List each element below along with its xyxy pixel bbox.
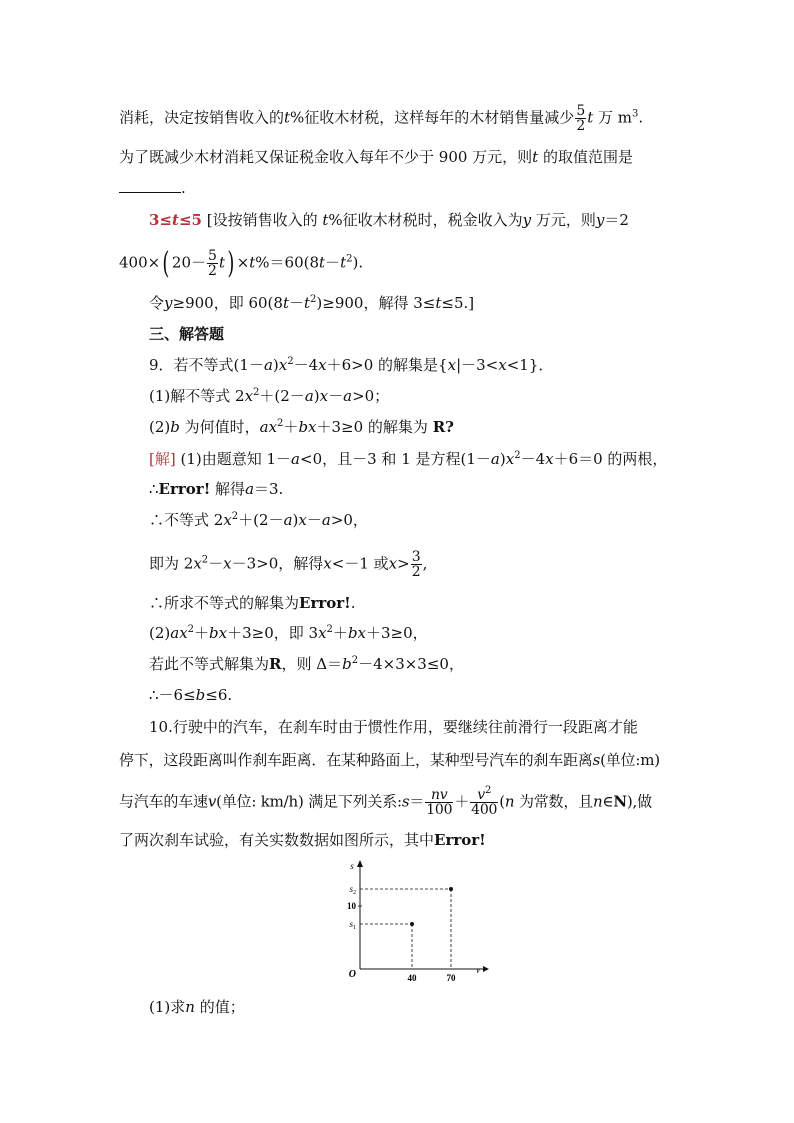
section-heading: 三、解答题 xyxy=(149,325,225,343)
solution-line-2: ∴Error! 解得a＝3. xyxy=(149,480,284,498)
question-10-part-1: (1)求n 的值； xyxy=(149,998,245,1016)
problem-text-line-2: 为了既减少木材消耗又保证税金收入每年不少于 900 万元，则t 的取值范围是 xyxy=(119,148,633,166)
solution-line-3: ∴不等式 $2x^2+(2-a)x-a>0$， xyxy=(149,511,368,529)
fraction-v2-400: $\frac{v^2}{400}$ xyxy=(471,785,498,818)
tax-formula-line: 400×( 20－ $\frac{5}{2}$ $t) \times t\%=60(8t-t^2)$. xyxy=(119,245,364,281)
answer-blank: . xyxy=(119,176,186,199)
data-point-s2 xyxy=(449,887,453,891)
y-tick-label-10: 10 xyxy=(347,901,356,911)
question-9-part-1: (1)解不等式 $2x^2+(2-a)x-a>0$； xyxy=(149,387,390,405)
solution-line-7: 若此不等式解集为R，则 $\Delta=b^2-4\times 3\times 3\le 0$， xyxy=(149,655,464,673)
y-tick-label-s1: $s_1$ xyxy=(349,919,356,931)
question-10-line-1: 10.行驶中的汽车，在刹车时由于惯性作用，要继续往前滑行一段距离才能 xyxy=(149,718,638,736)
question-10-line-3: 与汽车的车速v(单位: km/h) 满足下列关系:s＝ $\frac{nv}{100}$ ＋ $\frac{v^2}{400}$ (n 为常数，且n∈N),做 xyxy=(119,785,652,818)
question-10-line-2: 停下，这段距离叫作刹车距离．在某种路面上，某种型号汽车的刹车距离s(单位:m) xyxy=(119,751,660,769)
solution-line-6: $(2)ax^2+bx+3\ge 0$，即 $3x^2+bx+3\ge 0$， xyxy=(149,624,428,642)
answer-conclusion-line: 令y≥900，即 $60(8t-t^2)\ge 900$，解得 3≤t≤5.] xyxy=(149,294,475,312)
solution-tag: [解] xyxy=(149,450,176,468)
answer-line: 3≤t≤5 [设按销售收入的 t%征收木材税时，税金收入为y 万元，则y＝2 xyxy=(149,211,629,229)
x-tick-label-70: 70 xyxy=(446,973,456,983)
y-tick-label-s2: $s_2$ xyxy=(349,884,356,896)
problem-text-line-1: 消耗，决定按销售收入的t%征收木材税，这样每年的木材销售量减少 $\frac{5}{2}$ t 万 $m^3$. xyxy=(119,103,644,134)
question-9-part-2: (2)b 为何值时，$ax^2+bx+3\ge 0$ 的解集为 R? xyxy=(149,418,454,436)
fraction-nv-100: $\frac{nv}{100}$ xyxy=(426,787,453,818)
y-axis-label: s xyxy=(350,861,354,871)
braking-distance-chart xyxy=(338,855,498,985)
question-10-line-4: 了两次刹车试验，有关实数数据如图所示，其中Error! xyxy=(119,831,486,849)
x-axis-arrow xyxy=(483,966,489,972)
data-point-s1 xyxy=(410,922,414,926)
solution-line-4: 即为 $2x^2-x-3>0$，解得x<－1 或x> $\frac{3}{2}$ , xyxy=(149,549,428,580)
fraction-5-2: $\frac{5}{2}$ xyxy=(576,103,586,134)
x-axis-label: v xyxy=(476,965,480,975)
fraction-5-2: $\frac{5}{2}$ xyxy=(208,248,217,279)
solution-line-1: [解] (1)由题意知 1－a<0，且－3 和 1 是方程$(1-a)x^2-4x+6=0$ 的两根， xyxy=(149,450,668,468)
solution-line-8: ∴－6≤b≤6. xyxy=(149,686,233,704)
x-tick-label-40: 40 xyxy=(407,973,417,983)
origin-label: O xyxy=(348,969,356,980)
y-axis-arrow xyxy=(357,860,363,867)
fraction-3-2: $\frac{3}{2}$ xyxy=(411,549,421,580)
question-9: 9．若不等式$(1-a)x^2-4x+6>0$ 的解集是{x|－3<x<1}． xyxy=(149,356,554,374)
solution-line-5: ∴所求不等式的解集为Error!. xyxy=(149,594,356,612)
